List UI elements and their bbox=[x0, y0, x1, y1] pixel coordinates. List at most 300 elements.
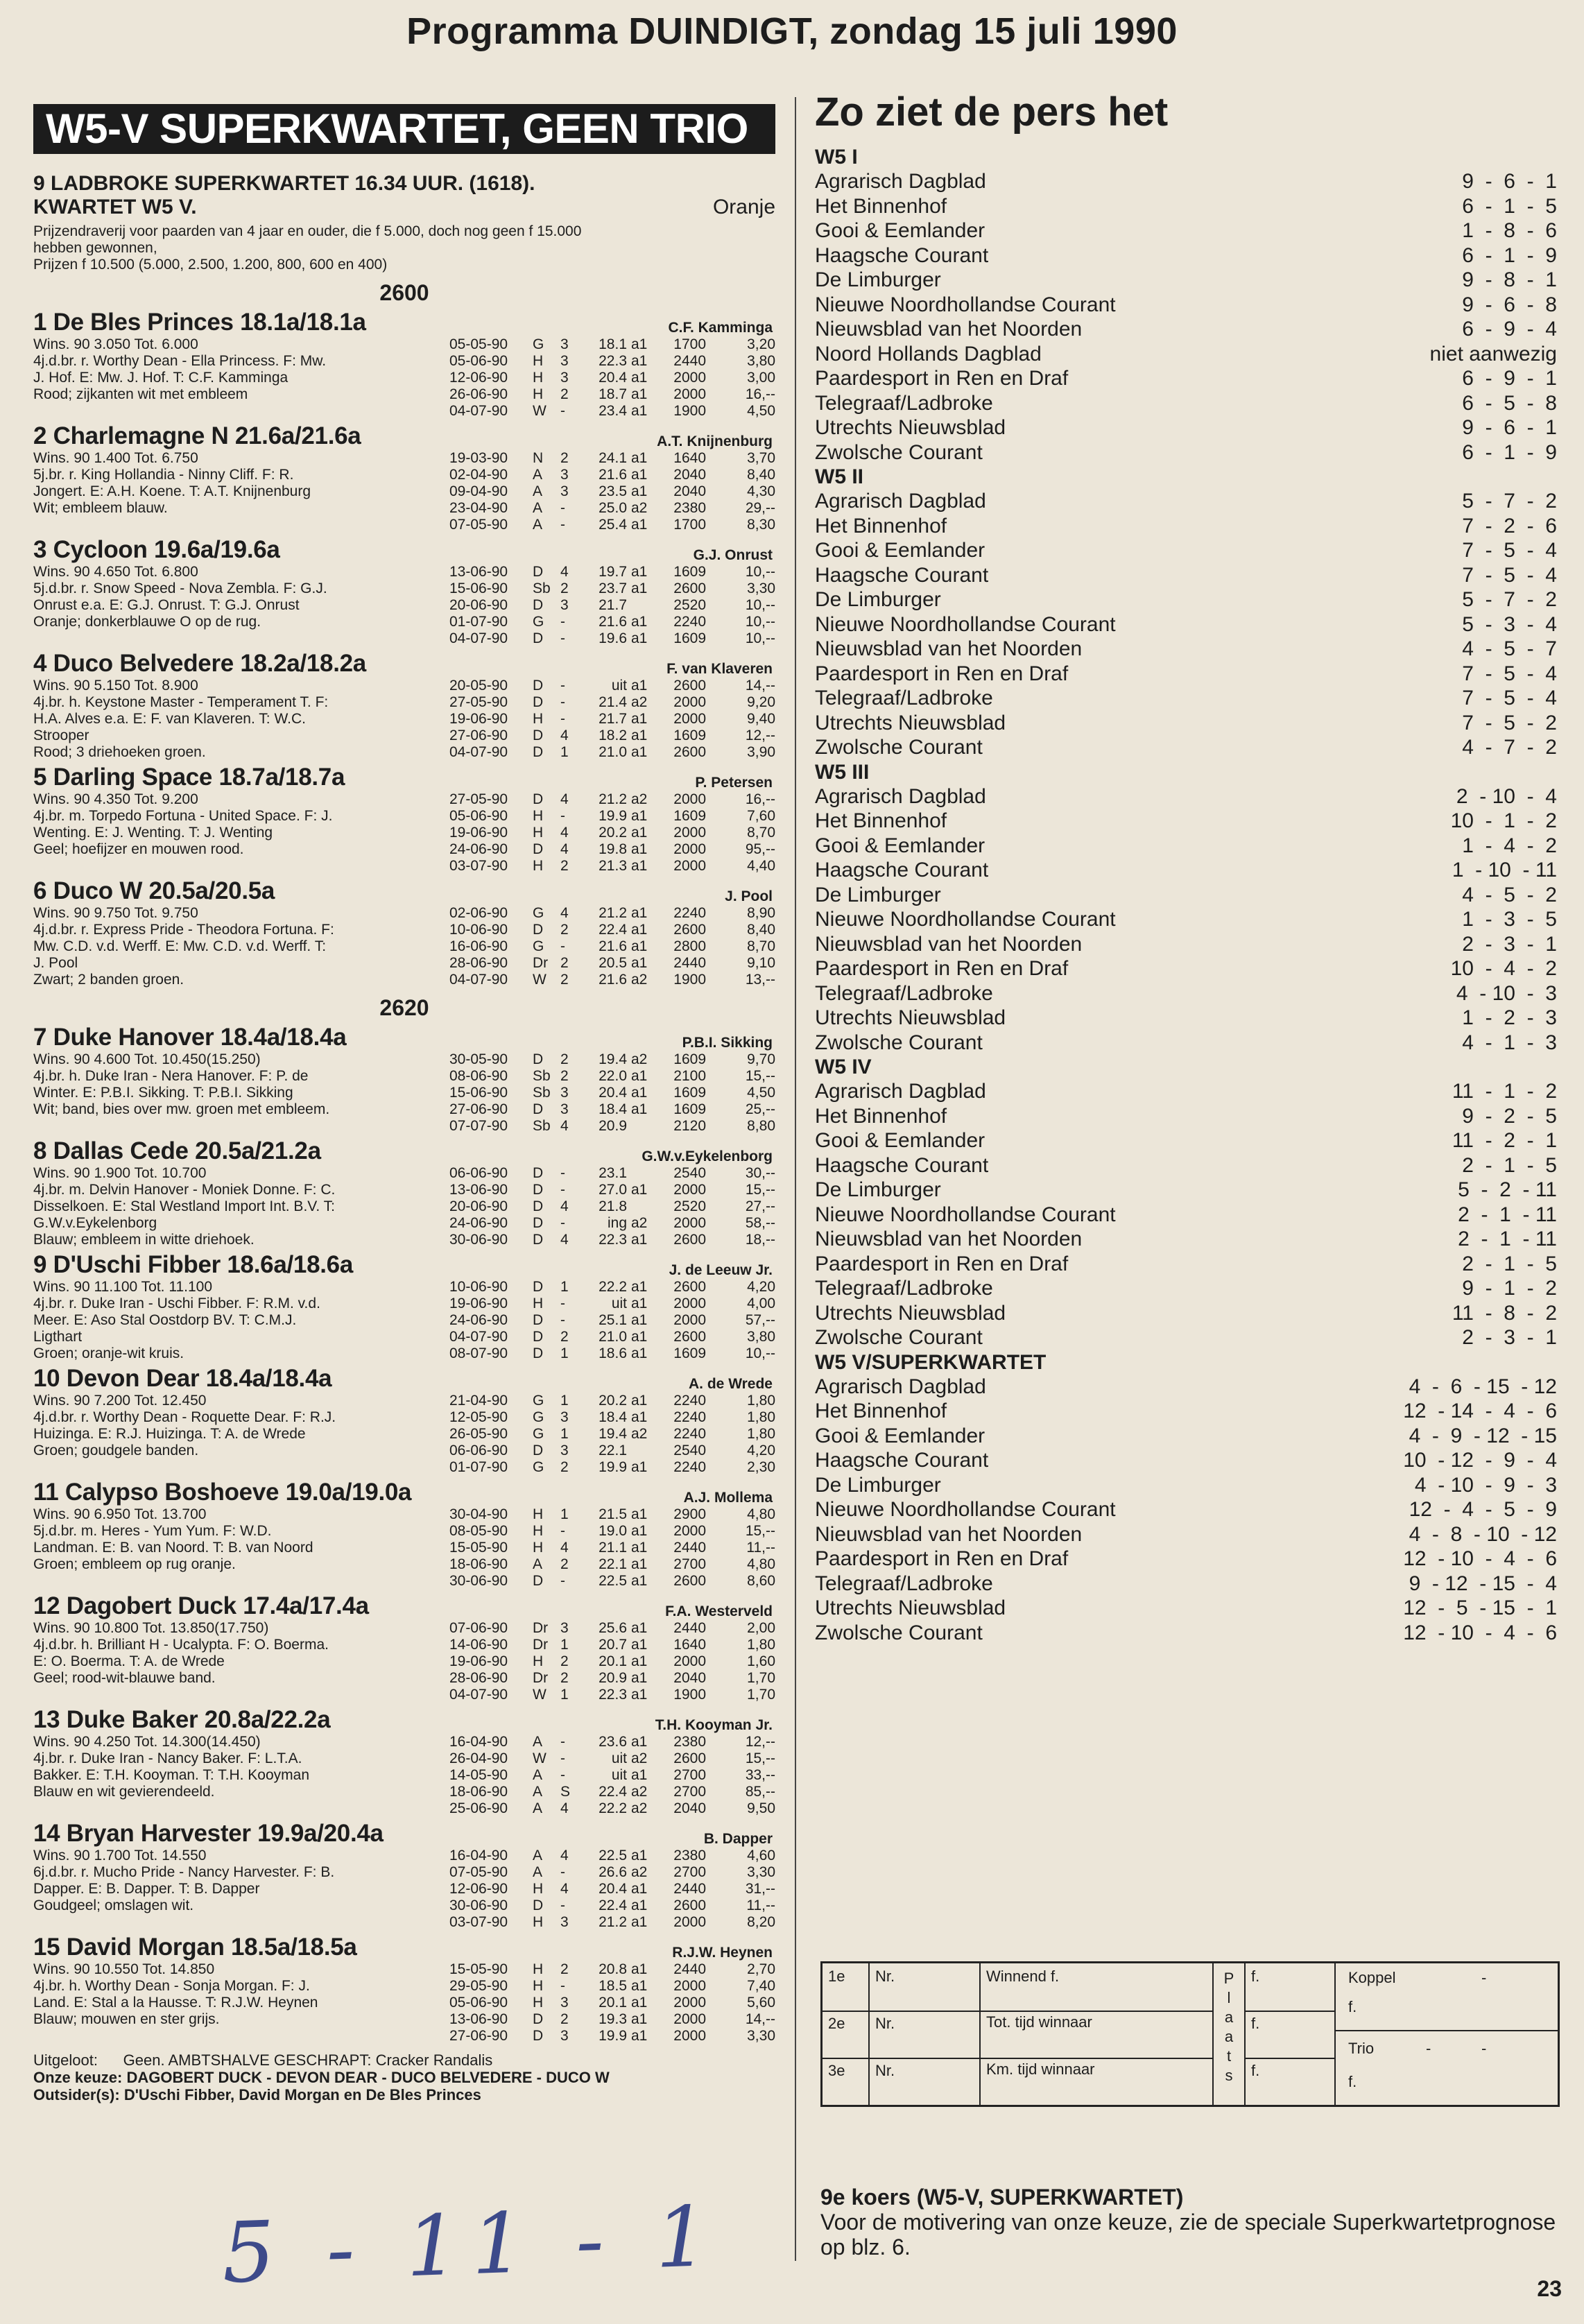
horse-description bbox=[33, 1848, 449, 1931]
horse-results bbox=[449, 1961, 775, 2045]
result-cell: D bbox=[533, 1101, 544, 1117]
newspaper-name: Zwolsche Courant bbox=[815, 1326, 983, 1349]
horse-results bbox=[449, 1279, 775, 1362]
result-cell: G bbox=[533, 1426, 544, 1442]
horse-description-line: Oranje; donkerblauwe O op de rug. bbox=[33, 614, 261, 630]
koppel-label: Koppel bbox=[1348, 1969, 1396, 1986]
result-cell: a2 bbox=[631, 791, 648, 807]
prediction: 4 - 10 - 3 bbox=[1456, 981, 1557, 1005]
result-cell: D bbox=[533, 1573, 544, 1589]
newspaper-name: De Limburger bbox=[815, 1473, 941, 1497]
result-cell: H bbox=[533, 1978, 544, 1994]
result-cell: 3 bbox=[560, 336, 569, 352]
result-cell: 27.0 bbox=[599, 1182, 627, 1198]
result-cell: 18-06-90 bbox=[449, 1784, 508, 1800]
driver-name: F.A. Westerveld bbox=[665, 1603, 773, 1619]
result-cell: 1609 bbox=[673, 630, 706, 646]
result-cell: 12-05-90 bbox=[449, 1409, 508, 1425]
press-section-title: W5 II bbox=[815, 465, 864, 488]
prediction: 9 - 12 - 15 - 4 bbox=[1409, 1572, 1557, 1595]
horse-description-line: 5j.br. r. King Hollandia - Ninny Cliff. F: R. bbox=[33, 467, 294, 483]
race-conditions-line: Prijzen f 10.500 (5.000, 2.500, 1.200, 800, 600 en 400) bbox=[33, 257, 388, 273]
result-cell: 22.0 bbox=[599, 1068, 627, 1084]
result-cell: 2440 bbox=[673, 1961, 706, 1977]
horse-description-line: J. Hof. E: Mw. J. Hof. T: C.F. Kamminga bbox=[33, 370, 289, 386]
result-cell: H bbox=[533, 1523, 544, 1539]
press-row bbox=[815, 1153, 1557, 1178]
form-place: 1e bbox=[823, 1963, 870, 2012]
driver-name: C.F. Kamminga bbox=[668, 320, 773, 336]
result-cell: a1 bbox=[631, 1085, 648, 1101]
result-cell: H bbox=[533, 825, 544, 841]
result-row bbox=[449, 905, 775, 922]
result-cell: 2 bbox=[560, 1329, 569, 1345]
result-cell: 04-07-90 bbox=[449, 630, 508, 646]
horse-description-line: 4j.d.br. r. Express Pride - Theodora Fortuna. F: bbox=[33, 922, 334, 938]
result-cell: a1 bbox=[631, 1182, 648, 1198]
result-cell: 2900 bbox=[673, 1506, 706, 1522]
horse-description bbox=[33, 450, 449, 533]
result-cell: 2240 bbox=[673, 1426, 706, 1442]
result-cell: 1900 bbox=[673, 1687, 706, 1703]
horse-description-line: Wins. 90 1.700 Tot. 14.550 bbox=[33, 1848, 207, 1863]
result-cell: a1 bbox=[631, 1653, 648, 1669]
result-cell: a1 bbox=[631, 1961, 648, 1977]
prediction: 4 - 9 - 12 - 15 bbox=[1409, 1424, 1557, 1447]
horse-results bbox=[449, 1734, 775, 1817]
horse-description-line: H.A. Alves e.a. E: F. van Klaveren. T: W.C. bbox=[33, 711, 306, 727]
result-row bbox=[449, 1118, 775, 1135]
result-row bbox=[449, 1961, 775, 1978]
result-row bbox=[449, 711, 775, 728]
result-cell: 1640 bbox=[673, 450, 706, 466]
result-row bbox=[449, 955, 775, 972]
horse-description-line: Rood; zijkanten wit met embleem bbox=[33, 386, 248, 402]
result-cell: 2000 bbox=[673, 1296, 706, 1311]
result-cell: 15-05-90 bbox=[449, 1961, 508, 1977]
result-cell: 2440 bbox=[673, 1620, 706, 1636]
result-cell: a2 bbox=[631, 972, 648, 988]
prediction: 5 - 2 - 11 bbox=[1458, 1178, 1557, 1201]
result-cell: 21.8 bbox=[599, 1198, 627, 1214]
result-cell: a1 bbox=[631, 1995, 648, 2011]
horse-description-line: 4j.d.br. h. Brilliant H - Ucalypta. F: O. Boerma. bbox=[33, 1637, 329, 1653]
result-cell: 20.4 bbox=[599, 370, 627, 386]
newspaper-name: Nieuwe Noordhollandse Courant bbox=[815, 908, 1116, 931]
keuze-line bbox=[33, 2069, 775, 2086]
result-cell: D bbox=[533, 1051, 544, 1067]
press-row bbox=[815, 1104, 1557, 1129]
horse-description-line: E: O. Boerma. T: A. de Wrede bbox=[33, 1653, 225, 1669]
prediction: 4 - 5 - 7 bbox=[1462, 637, 1557, 660]
result-cell: 10,-- bbox=[745, 614, 775, 630]
newspaper-name: Nieuwe Noordhollandse Courant bbox=[815, 1203, 1116, 1226]
result-row bbox=[449, 2028, 775, 2045]
horse-header bbox=[33, 1592, 775, 1620]
press-row bbox=[815, 1621, 1557, 1646]
result-cell: 2,30 bbox=[747, 1459, 775, 1475]
result-cell: 7,60 bbox=[747, 808, 775, 824]
column-divider bbox=[795, 97, 796, 2261]
result-cell: 3,00 bbox=[747, 370, 775, 386]
newspaper-name: Nieuwsblad van het Noorden bbox=[815, 932, 1083, 956]
result-cell: 20.8 bbox=[599, 1961, 627, 1977]
result-cell: 20.4 bbox=[599, 1881, 627, 1897]
result-cell: 26-04-90 bbox=[449, 1750, 508, 1766]
result-cell: 4 bbox=[560, 825, 569, 841]
result-cell: 8,30 bbox=[747, 517, 775, 533]
result-cell: 2240 bbox=[673, 905, 706, 921]
newspaper-name: De Limburger bbox=[815, 588, 941, 611]
result-cell: 27-06-90 bbox=[449, 2028, 508, 2044]
result-cell: 19.9 bbox=[599, 2028, 627, 2044]
result-cell: a2 bbox=[631, 1864, 648, 1880]
result-row bbox=[449, 791, 775, 808]
form-nr: Nr. bbox=[870, 2058, 981, 2106]
result-cell bbox=[631, 1198, 656, 1215]
press-row bbox=[815, 169, 1557, 194]
horse-name: 7 Duke Hanover 18.4a/18.4a bbox=[33, 1024, 347, 1051]
result-row bbox=[449, 1085, 775, 1101]
prediction: 11 - 2 - 1 bbox=[1452, 1129, 1557, 1152]
result-cell: 2600 bbox=[673, 1232, 706, 1248]
result-cell: H bbox=[533, 1961, 544, 1977]
prediction: 12 - 10 - 4 - 6 bbox=[1403, 1621, 1557, 1644]
result-cell: a1 bbox=[631, 1279, 648, 1295]
result-cell: a1 bbox=[631, 1068, 648, 1084]
horse-description bbox=[33, 905, 449, 988]
result-cell: 4 bbox=[560, 1881, 569, 1897]
horse-entry bbox=[33, 1137, 775, 1248]
result-cell: D bbox=[533, 1198, 544, 1214]
result-cell: 30-05-90 bbox=[449, 1051, 508, 1067]
result-cell: 10,-- bbox=[745, 564, 775, 580]
horse-description bbox=[33, 1051, 449, 1135]
result-cell: A bbox=[533, 500, 543, 516]
horse-description bbox=[33, 1393, 449, 1476]
result-cell: 23.1 bbox=[599, 1165, 627, 1181]
result-row bbox=[449, 1800, 775, 1817]
result-cell: a1 bbox=[631, 955, 648, 971]
horse-description-line: 4j.br. r. Duke Iran - Uschi Fibber. F: R.M. v.d. bbox=[33, 1296, 320, 1311]
press-row bbox=[815, 1547, 1557, 1572]
horse-description bbox=[33, 1961, 449, 2045]
result-cell: 2 bbox=[560, 1068, 569, 1084]
press-row bbox=[815, 1572, 1557, 1596]
horse-body bbox=[33, 1961, 775, 2045]
result-cell: 2120 bbox=[673, 1118, 706, 1134]
result-cell: 24-06-90 bbox=[449, 841, 508, 857]
driver-name: F. van Klaveren bbox=[666, 661, 773, 677]
horse-description-line: 5j.d.br. m. Heres - Yum Yum. F: W.D. bbox=[33, 1523, 272, 1539]
result-cell: A bbox=[533, 1767, 543, 1783]
result-cell: D bbox=[533, 1312, 544, 1328]
result-cell: - bbox=[560, 678, 565, 694]
prediction: 1 - 3 - 5 bbox=[1462, 908, 1557, 931]
result-row bbox=[449, 1215, 775, 1232]
trio-label: Trio bbox=[1348, 2040, 1375, 2057]
result-cell: - bbox=[560, 1978, 565, 1994]
horse-description-line: Wit; band, bies over mw. groen met embleem. bbox=[33, 1101, 330, 1117]
result-cell: 13-06-90 bbox=[449, 1182, 508, 1198]
prediction: 4 - 5 - 2 bbox=[1462, 883, 1557, 906]
newspaper-name: Haagsche Courant bbox=[815, 243, 989, 267]
newspaper-name: Agrarisch Dagblad bbox=[815, 490, 986, 513]
result-cell: 8,80 bbox=[747, 1118, 775, 1134]
result-cell: D bbox=[533, 2011, 544, 2027]
press-row bbox=[815, 858, 1557, 883]
race-conditions-line: hebben gewonnen, bbox=[33, 240, 157, 256]
horse-entry bbox=[33, 1592, 775, 1703]
horse-entry bbox=[33, 1024, 775, 1135]
horse-name: 5 Darling Space 18.7a/18.7a bbox=[33, 764, 345, 791]
result-row bbox=[449, 467, 775, 483]
press-row bbox=[815, 194, 1557, 219]
result-cell: a1 bbox=[631, 2011, 648, 2027]
result-cell: 15,-- bbox=[745, 1750, 775, 1766]
horse-description-line: 4j.br. m. Torpedo Fortuna - United Space. F: J. bbox=[33, 808, 333, 824]
newspaper-name: Telegraaf/Ladbroke bbox=[815, 1277, 993, 1300]
form-label: Winnend f. bbox=[981, 1963, 1214, 2012]
result-cell: 9,10 bbox=[747, 955, 775, 971]
result-cell: - bbox=[560, 1296, 565, 1311]
press-row bbox=[815, 218, 1557, 243]
horse-description-line: Huizinga. E: R.J. Huizinga. T: A. de Wrede bbox=[33, 1426, 306, 1442]
newspaper-name: Zwolsche Courant bbox=[815, 440, 983, 464]
horse-description-line: Wins. 90 4.600 Tot. 10.450(15.250) bbox=[33, 1051, 261, 1067]
result-cell: A bbox=[533, 1556, 543, 1572]
result-cell: 18,-- bbox=[745, 1232, 775, 1248]
result-cell: a1 bbox=[631, 825, 648, 841]
race-color: Oranje bbox=[712, 196, 775, 218]
horse-name: 11 Calypso Boshoeve 19.0a/19.0a bbox=[33, 1479, 412, 1506]
result-cell: a1 bbox=[631, 1232, 648, 1248]
result-cell: H bbox=[533, 1914, 544, 1930]
result-cell: 2 bbox=[560, 386, 569, 402]
result-cell: D bbox=[533, 1215, 544, 1231]
result-cell: a1 bbox=[631, 1670, 648, 1686]
page-title: Programma DUINDIGT, zondag 15 juli 1990 bbox=[406, 10, 1178, 52]
press-row bbox=[815, 1128, 1557, 1153]
horse-description-line: Wins. 90 10.550 Tot. 14.850 bbox=[33, 1961, 215, 1977]
press-row bbox=[815, 1448, 1557, 1473]
newspaper-name: Nieuwsblad van het Noorden bbox=[815, 637, 1083, 660]
driver-name: J. Pool bbox=[725, 888, 773, 904]
press-row bbox=[815, 637, 1557, 662]
result-cell: a1 bbox=[631, 1637, 648, 1653]
horse-entry bbox=[33, 1706, 775, 1817]
result-cell: a2 bbox=[631, 1215, 648, 1231]
result-cell bbox=[631, 597, 656, 614]
result-form-table bbox=[820, 1961, 1560, 2107]
result-cell: 2240 bbox=[673, 1409, 706, 1425]
result-cell: - bbox=[560, 630, 565, 646]
horse-name: 10 Devon Dear 18.4a/18.4a bbox=[33, 1365, 332, 1392]
result-cell: 9,50 bbox=[747, 1800, 775, 1816]
newspaper-name: Telegraaf/Ladbroke bbox=[815, 1572, 993, 1595]
result-cell: 2 bbox=[560, 972, 569, 988]
press-row bbox=[815, 1473, 1557, 1498]
result-cell: a1 bbox=[631, 1409, 648, 1425]
newspaper-name: Agrarisch Dagblad bbox=[815, 1375, 986, 1398]
result-cell: D bbox=[533, 728, 544, 743]
result-cell: 07-05-90 bbox=[449, 1864, 508, 1880]
result-cell: 18.4 bbox=[599, 1101, 627, 1117]
result-cell: 8,40 bbox=[747, 922, 775, 938]
result-cell: 25.0 bbox=[599, 500, 627, 516]
result-cell: a1 bbox=[631, 1523, 648, 1539]
result-cell: 06-06-90 bbox=[449, 1443, 508, 1458]
result-cell: Dr bbox=[533, 1637, 549, 1653]
result-cell: 2 bbox=[560, 1556, 569, 1572]
horse-description-line: Wins. 90 7.200 Tot. 12.450 bbox=[33, 1393, 207, 1409]
result-cell: D bbox=[533, 791, 544, 807]
result-row bbox=[449, 1198, 775, 1215]
result-cell: 20.4 bbox=[599, 1085, 627, 1101]
result-cell: 7,40 bbox=[747, 1978, 775, 1994]
newspaper-name: Utrechts Nieuwsblad bbox=[815, 416, 1006, 439]
result-row bbox=[449, 808, 775, 825]
result-row bbox=[449, 744, 775, 761]
result-cell: 22.1 bbox=[599, 1443, 627, 1458]
horse-description-line: Wenting. E: J. Wenting. T: J. Wenting bbox=[33, 825, 273, 841]
result-cell: 31,-- bbox=[745, 1881, 775, 1897]
horse-description-line: 4j.br. h. Keystone Master - Temperament T. F: bbox=[33, 694, 329, 710]
result-cell: 1 bbox=[560, 744, 569, 760]
prediction: 7 - 5 - 4 bbox=[1462, 563, 1557, 587]
result-cell: Sb bbox=[533, 580, 551, 596]
result-row bbox=[449, 597, 775, 614]
result-row bbox=[449, 1540, 775, 1556]
prediction: 6 - 5 - 8 bbox=[1462, 391, 1557, 415]
result-cell: 04-07-90 bbox=[449, 1687, 508, 1703]
result-cell: 1900 bbox=[673, 972, 706, 988]
result-cell: 3,30 bbox=[747, 580, 775, 596]
result-row bbox=[449, 1653, 775, 1670]
race-subheading bbox=[33, 196, 775, 219]
result-row bbox=[449, 1312, 775, 1329]
trio-dash-2: - bbox=[1481, 2040, 1487, 2057]
result-cell: 2600 bbox=[673, 678, 706, 694]
horse-description-line: Wins. 90 6.950 Tot. 13.700 bbox=[33, 1506, 207, 1522]
koppel-f: f. bbox=[1348, 1998, 1357, 2015]
result-cell: 2 bbox=[560, 955, 569, 971]
press-row bbox=[815, 1424, 1557, 1449]
result-row bbox=[449, 1345, 775, 1362]
horse-name: 6 Duco W 20.5a/20.5a bbox=[33, 877, 275, 904]
press-row bbox=[815, 1252, 1557, 1277]
result-cell: 2000 bbox=[673, 1312, 706, 1328]
newspaper-name: Nieuwe Noordhollandse Courant bbox=[815, 293, 1116, 316]
result-cell: 2000 bbox=[673, 386, 706, 402]
horse-header bbox=[33, 1706, 775, 1734]
result-cell: 4,00 bbox=[747, 1296, 775, 1311]
result-cell: a1 bbox=[631, 336, 648, 352]
result-cell: 22.3 bbox=[599, 1232, 627, 1248]
form-row-2 bbox=[823, 2011, 1336, 2059]
race-note-text: Voor de motivering van onze keuze, zie de speciale Superkwartetprognose op blz. 6. bbox=[820, 2210, 1556, 2260]
press-row bbox=[815, 1399, 1557, 1424]
result-row bbox=[449, 1426, 775, 1443]
prediction: 5 - 3 - 4 bbox=[1462, 612, 1557, 636]
result-cell: 22.1 bbox=[599, 1556, 627, 1572]
result-cell: 95,-- bbox=[745, 841, 775, 857]
result-cell: 2000 bbox=[673, 711, 706, 727]
result-cell: uit bbox=[611, 1767, 627, 1783]
result-cell: 25-06-90 bbox=[449, 1800, 508, 1816]
press-row bbox=[815, 342, 1557, 367]
result-cell: - bbox=[560, 711, 565, 727]
result-cell: A bbox=[533, 1848, 543, 1863]
result-cell: 20-06-90 bbox=[449, 1198, 508, 1214]
result-row bbox=[449, 1637, 775, 1653]
newspaper-name: Gooi & Eemlander bbox=[815, 834, 985, 857]
prediction: 12 - 5 - 15 - 1 bbox=[1403, 1596, 1557, 1619]
result-cell: 21.6 bbox=[599, 614, 627, 630]
result-cell: 3,80 bbox=[747, 1329, 775, 1345]
result-cell: 3,80 bbox=[747, 353, 775, 369]
newspaper-name: Het Binnenhof bbox=[815, 514, 947, 537]
horse-body bbox=[33, 336, 775, 420]
prediction: 12 - 14 - 4 - 6 bbox=[1403, 1400, 1557, 1422]
result-cell: 2700 bbox=[673, 1767, 706, 1783]
keuze-label: Onze keuze: bbox=[33, 2069, 123, 2086]
result-cell: 2700 bbox=[673, 1556, 706, 1572]
result-cell: 15,-- bbox=[745, 1182, 775, 1198]
result-cell: 1 bbox=[560, 1426, 569, 1442]
result-cell: 02-04-90 bbox=[449, 467, 508, 483]
result-cell: a1 bbox=[631, 728, 648, 743]
result-cell: G bbox=[533, 614, 544, 630]
horse-results bbox=[449, 336, 775, 420]
result-cell: 19-06-90 bbox=[449, 711, 508, 727]
result-cell: 14,-- bbox=[745, 2011, 775, 2027]
press-row bbox=[815, 1031, 1557, 1056]
press-row bbox=[815, 1276, 1557, 1301]
result-cell: 13-06-90 bbox=[449, 2011, 508, 2027]
prediction: 2 - 3 - 1 bbox=[1462, 1326, 1557, 1349]
result-cell: 2000 bbox=[673, 694, 706, 710]
press-row bbox=[815, 981, 1557, 1006]
result-cell: a1 bbox=[631, 922, 648, 938]
result-cell: 13-06-90 bbox=[449, 564, 508, 580]
result-row bbox=[449, 1897, 775, 1914]
result-cell: A bbox=[533, 1864, 543, 1880]
horse-header bbox=[33, 877, 775, 905]
result-cell: a2 bbox=[631, 500, 648, 516]
prediction: 2 - 1 - 11 bbox=[1458, 1203, 1557, 1226]
result-cell: a1 bbox=[631, 1556, 648, 1572]
horse-name: 2 Charlemagne N 21.6a/21.6a bbox=[33, 422, 361, 449]
result-cell: 4,40 bbox=[747, 858, 775, 874]
press-section-title: W5 V/SUPERKWARTET bbox=[815, 1350, 1047, 1374]
result-cell: a2 bbox=[631, 694, 648, 710]
result-cell: Dr bbox=[533, 955, 549, 971]
result-cell: 21.2 bbox=[599, 1914, 627, 1930]
result-cell: 23-04-90 bbox=[449, 500, 508, 516]
result-cell: - bbox=[560, 1734, 565, 1750]
koppel-dash: - bbox=[1481, 1969, 1487, 1986]
result-cell: 1,80 bbox=[747, 1637, 775, 1653]
result-cell: a2 bbox=[631, 1051, 648, 1067]
result-cell: 24-06-90 bbox=[449, 1215, 508, 1231]
result-cell: 16,-- bbox=[745, 791, 775, 807]
horse-description bbox=[33, 1165, 449, 1248]
horse-name: 8 Dallas Cede 20.5a/21.2a bbox=[33, 1137, 321, 1164]
result-cell: 08-05-90 bbox=[449, 1523, 508, 1539]
result-cell: 20.1 bbox=[599, 1653, 627, 1669]
result-row bbox=[449, 1279, 775, 1296]
